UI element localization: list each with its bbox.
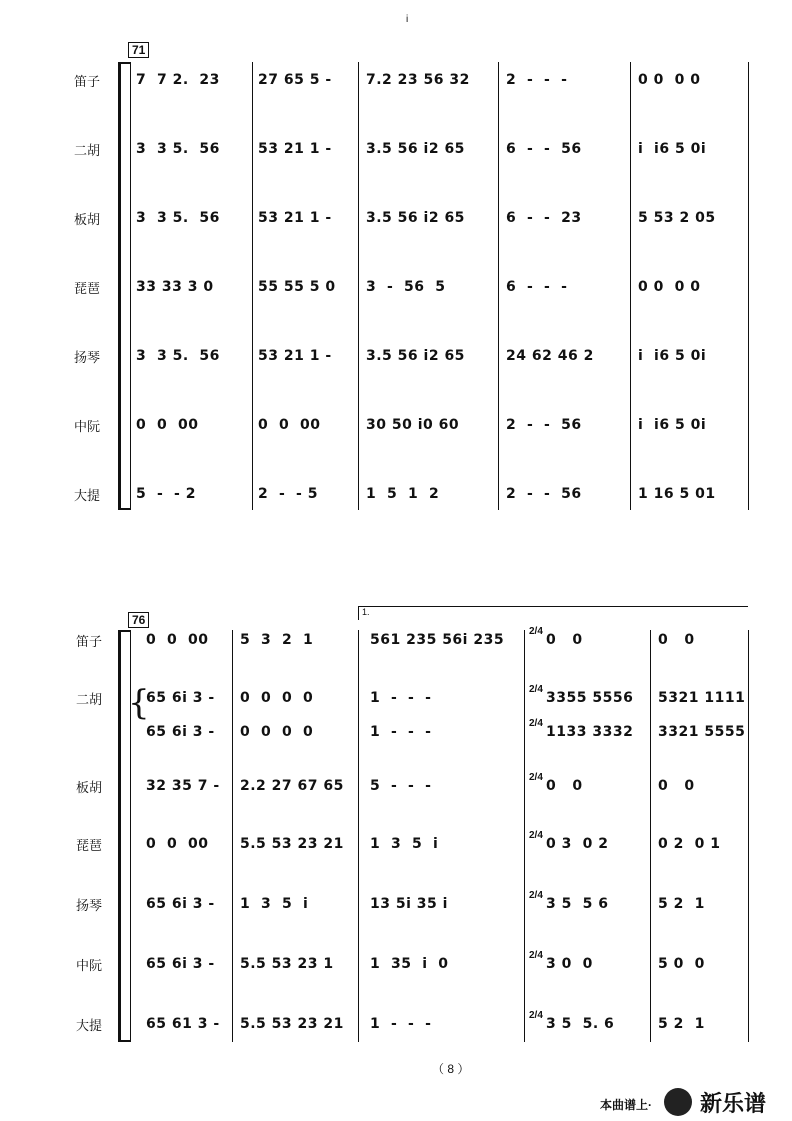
barline [358, 630, 359, 1042]
measure-notes: 65 6i 3 - [146, 690, 215, 706]
instrument-label: 二胡 [74, 143, 101, 158]
measure-notes: 6 - - 56 [506, 141, 582, 157]
measure-notes: 6 - - 23 [506, 210, 582, 226]
instrument-label: 大提 [74, 488, 101, 503]
barline [748, 630, 749, 1042]
barline [252, 62, 253, 510]
barline [650, 630, 651, 1042]
barline [748, 62, 749, 510]
measure-notes: 1 - - - [370, 724, 432, 740]
bracket-top [118, 62, 130, 64]
measure-notes: 1 5 1 2 [366, 486, 440, 502]
barline [630, 62, 631, 510]
measure-notes: 5 3 2 1 [240, 632, 314, 648]
instrument-label: 中阮 [76, 958, 103, 973]
instrument-label: 笛子 [74, 74, 101, 89]
measure-notes: 0 0 [658, 632, 695, 648]
measure-notes: 1 35 i 0 [370, 956, 449, 972]
measure-notes: i i6 5 0i [638, 141, 707, 157]
system-bracket [118, 62, 121, 510]
volta-bracket-left [358, 606, 359, 620]
measure-notes: 65 6i 3 - [146, 724, 215, 740]
instrument-label: 板胡 [76, 780, 103, 795]
measure-notes: 5.5 53 23 21 [240, 836, 344, 852]
measure-notes: 2 - - 56 [506, 486, 582, 502]
measure-number-box: 71 [128, 42, 149, 58]
measure-notes: 0 0 0 0 [240, 690, 314, 706]
measure-notes: 0 2 0 1 [658, 836, 721, 852]
time-signature: 2/4 [529, 626, 543, 637]
measure-notes: 65 61 3 - [146, 1016, 220, 1032]
instrument-label: 琵琶 [76, 838, 103, 853]
measure-notes: i i6 5 0i [638, 417, 707, 433]
instrument-label: 扬琴 [76, 898, 103, 913]
measure-notes: 53 21 1 - [258, 210, 332, 226]
measure-notes: 0 0 00 [258, 417, 321, 433]
measure-notes: 1 16 5 01 [638, 486, 716, 502]
time-signature: 2/4 [529, 772, 543, 783]
measure-notes: 7.2 23 56 32 [366, 72, 470, 88]
measure-notes: 5.5 53 23 21 [240, 1016, 344, 1032]
measure-notes: 561 235 56i 235 [370, 632, 505, 648]
volta-bracket-top [358, 606, 748, 607]
measure-notes: 5 2 1 [658, 896, 705, 912]
measure-notes: 3355 5556 [546, 690, 634, 706]
barline [524, 630, 525, 1042]
measure-notes: 0 0 [658, 778, 695, 794]
measure-notes: 3 5 5. 6 [546, 1016, 615, 1032]
measure-notes: 0 0 0 0 [638, 72, 701, 88]
logo-text: 新乐谱 [700, 1091, 767, 1116]
time-signature: 2/4 [529, 950, 543, 961]
measure-notes: 5 53 2 05 [638, 210, 716, 226]
measure-notes: 0 0 00 [146, 836, 209, 852]
system-barline [130, 62, 131, 510]
measure-notes: 33 33 3 0 [136, 279, 214, 295]
footer-text: 本曲谱上· [600, 1098, 652, 1112]
measure-notes: 7 7 2. 23 [136, 72, 220, 88]
measure-notes: 3321 5555 [658, 724, 746, 740]
measure-notes: 13 5i 35 i [370, 896, 448, 912]
barline [358, 62, 359, 510]
instrument-label: 琵琶 [74, 281, 101, 296]
measure-notes: 55 55 5 0 [258, 279, 336, 295]
measure-notes: 1 - - - [370, 690, 432, 706]
measure-notes: i i6 5 0i [638, 348, 707, 364]
measure-notes: 53 21 1 - [258, 141, 332, 157]
top-mark: i [406, 14, 409, 25]
instrument-label: 扬琴 [74, 350, 101, 365]
time-signature: 2/4 [529, 890, 543, 901]
measure-notes: 3.5 56 i2 65 [366, 348, 465, 364]
measure-notes: 3 5 5 6 [546, 896, 609, 912]
bracket-top [118, 630, 130, 632]
measure-notes: 0 0 00 [136, 417, 199, 433]
measure-notes: 53 21 1 - [258, 348, 332, 364]
instrument-label: 中阮 [74, 419, 101, 434]
measure-notes: 5 2 1 [658, 1016, 705, 1032]
measure-notes: 3 3 5. 56 [136, 210, 220, 226]
measure-notes: 32 35 7 - [146, 778, 220, 794]
measure-notes: 1 3 5 i [240, 896, 309, 912]
measure-notes: 3 3 5. 56 [136, 348, 220, 364]
instrument-label: 板胡 [74, 212, 101, 227]
barline [232, 630, 233, 1042]
measure-notes: 3.5 56 i2 65 [366, 210, 465, 226]
measure-notes: 24 62 46 2 [506, 348, 594, 364]
time-signature: 2/4 [529, 1010, 543, 1021]
bracket-bottom [118, 508, 130, 510]
instrument-label: 二胡 [76, 692, 103, 707]
measure-notes: 27 65 5 - [258, 72, 332, 88]
measure-notes: 1 3 5 i [370, 836, 439, 852]
measure-notes: 3 - 56 5 [366, 279, 446, 295]
page-number: （ 8 ） [432, 1062, 470, 1076]
measure-notes: 2.2 27 67 65 [240, 778, 344, 794]
measure-notes: 5 0 0 [658, 956, 705, 972]
system-bracket [118, 630, 121, 1042]
instrument-label: 大提 [76, 1018, 103, 1033]
measure-notes: 3 3 5. 56 [136, 141, 220, 157]
measure-notes: 0 3 0 2 [546, 836, 609, 852]
measure-notes: 3.5 56 i2 65 [366, 141, 465, 157]
measure-notes: 5.5 53 23 1 [240, 956, 334, 972]
measure-notes: 30 50 i0 60 [366, 417, 460, 433]
time-signature: 2/4 [529, 718, 543, 729]
measure-number-box: 76 [128, 612, 149, 628]
measure-notes: 2 - - 5 [258, 486, 318, 502]
logo-icon [664, 1088, 692, 1116]
measure-notes: 5 - - 2 [136, 486, 196, 502]
measure-notes: 0 0 [546, 632, 583, 648]
volta-label: 1. [362, 607, 370, 617]
measure-notes: 2 - - 56 [506, 417, 582, 433]
bracket-bottom [118, 1040, 130, 1042]
barline [498, 62, 499, 510]
measure-notes: 65 6i 3 - [146, 956, 215, 972]
instrument-label: 笛子 [76, 634, 103, 649]
measure-notes: 0 0 [546, 778, 583, 794]
measure-notes: 6 - - - [506, 279, 568, 295]
measure-notes: 1133 3332 [546, 724, 634, 740]
measure-notes: 2 - - - [506, 72, 568, 88]
measure-notes: 0 0 00 [146, 632, 209, 648]
time-signature: 2/4 [529, 684, 543, 695]
measure-notes: 65 6i 3 - [146, 896, 215, 912]
measure-notes: 5321 1111 [658, 690, 746, 706]
time-signature: 2/4 [529, 830, 543, 841]
measure-notes: 3 0 0 [546, 956, 593, 972]
measure-notes: 0 0 0 0 [240, 724, 314, 740]
staff-brace: { [128, 683, 150, 723]
measure-notes: 5 - - - [370, 778, 432, 794]
measure-notes: 1 - - - [370, 1016, 432, 1032]
measure-notes: 0 0 0 0 [638, 279, 701, 295]
